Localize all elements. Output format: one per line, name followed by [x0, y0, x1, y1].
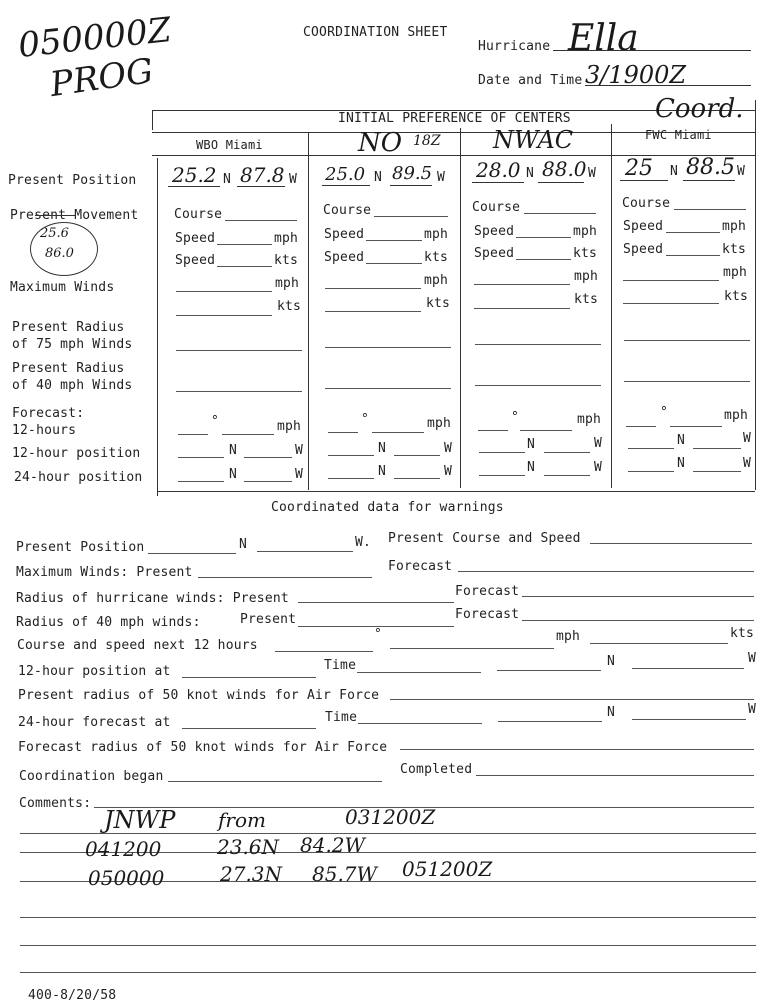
- wbo-maxwind-kts: kts: [277, 299, 302, 314]
- coord-pos12-w: W: [748, 651, 757, 666]
- no-fc-deg: °: [361, 412, 370, 427]
- col-divider-3: [611, 124, 612, 488]
- no-24-w-blank: [394, 478, 440, 479]
- no-lon: 89.5: [392, 163, 433, 184]
- coord-pp-n-blank: [148, 553, 236, 554]
- form-id: 400-8/20/58: [28, 988, 117, 1003]
- coord-radius50-present-blank: [390, 699, 754, 700]
- nwac-24-n: N: [527, 460, 536, 475]
- col-header-fwc: FWC Miami: [645, 128, 712, 142]
- fwc-course-blank: [674, 209, 746, 210]
- wbo-maxwind-kts-blank: [176, 315, 272, 316]
- coord-forecast24-time: Time: [325, 710, 358, 725]
- wbo-24-w: W: [295, 467, 304, 482]
- nwac-12-n: N: [527, 437, 536, 452]
- wbo-fc-deg: °: [211, 414, 220, 429]
- wbo-radius40-blank: [176, 391, 302, 392]
- coord-course-next-deg: °: [374, 627, 383, 642]
- hurricane-name: Ella: [568, 18, 639, 59]
- wbo-24-w-blank: [244, 481, 292, 482]
- no-lat: 25.0: [325, 164, 366, 185]
- nwac-radius75-blank: [475, 344, 601, 345]
- wbo-kts: kts: [274, 253, 299, 268]
- no-lat-line: [322, 185, 370, 186]
- col-header-no-time: 18Z: [413, 133, 441, 149]
- no-fc-deg-blank: [328, 432, 358, 433]
- comment-jnwp: JNWP: [104, 806, 176, 834]
- coord-course-next: Course and speed next 12 hours: [17, 638, 258, 653]
- no-radius75-blank: [325, 347, 451, 348]
- no-maxwind-mph: mph: [424, 273, 449, 288]
- no-12-n: N: [378, 441, 387, 456]
- nwac-mph: mph: [573, 224, 598, 239]
- fwc-n: N: [670, 164, 679, 179]
- nwac-fc-deg: °: [511, 410, 520, 425]
- wbo-lat-line: [168, 186, 220, 187]
- coord-pos12-n: N: [607, 654, 616, 669]
- coord-radius40-present: Present: [240, 612, 297, 627]
- no-speed-kts-blank: [366, 263, 422, 264]
- coord-radius-hurricane-blank: [298, 602, 454, 603]
- nwac-fc-deg-blank: [478, 430, 508, 431]
- fwc-24-n: N: [677, 456, 686, 471]
- wbo-speed-mph-label: Speed: [175, 231, 216, 246]
- hurricane-label: Hurricane: [478, 39, 551, 54]
- coord-completed: Completed: [400, 762, 473, 777]
- nwac-course-blank: [524, 213, 596, 214]
- coord-began: Coordination began: [19, 769, 164, 784]
- table-right-edge: [755, 100, 756, 490]
- comment-lat-2: 27.3N: [220, 862, 283, 886]
- fwc-course: Course: [622, 196, 671, 211]
- nwac-maxwind-kts: kts: [574, 292, 599, 307]
- coord-max-winds-blank: [198, 577, 372, 578]
- table-title: INITIAL PREFERENCE OF CENTERS: [338, 111, 571, 126]
- wbo-24-n-blank: [178, 481, 224, 482]
- fwc-lat-line: [620, 180, 668, 181]
- coord-forecast24-time-blank: [358, 723, 482, 724]
- comment-051200z: 051200Z: [402, 857, 493, 881]
- no-course: Course: [323, 203, 372, 218]
- wbo-n: N: [223, 172, 232, 187]
- movement-note-lat: 25.6: [40, 226, 69, 241]
- nwac-course: Course: [472, 200, 521, 215]
- coord-began-blank: [168, 781, 382, 782]
- no-n: N: [374, 170, 383, 185]
- nwac-radius40-blank: [475, 385, 601, 386]
- margin-note-time: 050000Z: [16, 10, 174, 66]
- coord-course-next-mph-blank: [390, 648, 554, 649]
- wbo-maxwind-mph: mph: [275, 276, 300, 291]
- row-12-hour-position: 12-hour position: [12, 446, 141, 461]
- coord-completed-blank: [476, 775, 754, 776]
- wbo-fc-mph-blank: [222, 434, 274, 435]
- fwc-speed-mph-label: Speed: [623, 219, 664, 234]
- row-24-hour-position: 24-hour position: [14, 470, 143, 485]
- nwac-lat: 28.0: [476, 158, 521, 182]
- fwc-fc-deg-blank: [626, 426, 656, 427]
- no-radius40-blank: [325, 388, 451, 389]
- coord-radius40-forecast: Forecast: [455, 607, 520, 622]
- fwc-fc-mph-blank: [670, 426, 722, 427]
- fwc-12-w: W: [743, 431, 752, 446]
- comments-label: Comments:: [19, 796, 92, 811]
- comment-line-5: [20, 945, 756, 946]
- no-fc-mph-blank: [372, 432, 424, 433]
- coord-pp-w-blank: [257, 551, 353, 552]
- coord-pos12-blank: [182, 677, 316, 678]
- row-radius75-line1: Present Radius: [12, 320, 125, 335]
- nwac-w: W: [588, 166, 597, 181]
- no-speed-mph-label: Speed: [324, 227, 365, 242]
- no-lon-line: [390, 185, 432, 186]
- fwc-speed-kts-label: Speed: [623, 242, 664, 257]
- fwc-lon-line: [683, 180, 735, 181]
- fwc-24-n-blank: [628, 471, 674, 472]
- coord-radius50-forecast: Forecast radius of 50 knot winds for Air Force: [18, 740, 388, 755]
- fwc-24-w-blank: [693, 471, 741, 472]
- coord-pos12-time-blank: [357, 672, 481, 673]
- coord-forecast24-n-blank: [498, 721, 602, 722]
- fwc-kts: kts: [722, 242, 747, 257]
- no-course-blank: [374, 216, 448, 217]
- margin-note-prog: PROG: [47, 50, 156, 106]
- coord-course-next-kts-blank: [590, 643, 728, 644]
- wbo-mph: mph: [274, 231, 299, 246]
- coord-radius-hurricane-forecast: Forecast: [455, 584, 520, 599]
- nwac-lat-line: [472, 182, 524, 183]
- coord-course-next-kts: kts: [730, 626, 755, 641]
- wbo-course: Course: [174, 207, 223, 222]
- coord-forecast24: 24-hour forecast at: [18, 715, 171, 730]
- coord-forecast24-w-blank: [632, 719, 746, 720]
- coord-course-speed: Present Course and Speed: [388, 531, 581, 546]
- fwc-12-w-blank: [693, 448, 741, 449]
- column-header-rule: [152, 155, 755, 156]
- coord-pp-w: W.: [355, 535, 372, 550]
- wbo-12-n-blank: [178, 457, 224, 458]
- fwc-speed-kts-blank: [666, 255, 720, 256]
- wbo-radius75-blank: [176, 350, 302, 351]
- fwc-radius40-blank: [624, 381, 750, 382]
- fwc-12-n: N: [677, 433, 686, 448]
- col-header-no: NO: [358, 128, 403, 158]
- no-fc-mph: mph: [427, 416, 452, 431]
- no-12-n-blank: [328, 455, 374, 456]
- no-12-w-blank: [394, 455, 440, 456]
- no-maxwind-mph-blank: [325, 288, 421, 289]
- nwac-lon-line: [538, 182, 584, 183]
- movement-note-lon: 86.0: [45, 246, 74, 261]
- nwac-speed-mph-label: Speed: [474, 224, 515, 239]
- comment-line-6: [20, 972, 756, 973]
- fwc-maxwind-mph: mph: [723, 265, 748, 280]
- no-mph: mph: [424, 227, 449, 242]
- nwac-24-n-blank: [479, 475, 525, 476]
- col-divider-1: [308, 132, 309, 490]
- comment-050000: 050000: [88, 866, 165, 890]
- col-header-nwac: NWAC: [493, 126, 574, 154]
- fwc-maxwind-mph-blank: [623, 280, 719, 281]
- wbo-fc-deg-blank: [178, 434, 208, 435]
- date-value: 3/1900Z: [585, 61, 687, 89]
- row-forecast: Forecast:: [12, 406, 85, 421]
- wbo-course-blank: [225, 220, 297, 221]
- coord-radius40-fc-blank: [522, 620, 754, 621]
- col-divider-2: [460, 128, 461, 488]
- coord-course-speed-blank: [590, 543, 752, 544]
- nwac-n: N: [526, 166, 535, 181]
- fwc-radius75-blank: [624, 340, 750, 341]
- no-speed-mph-blank: [366, 240, 422, 241]
- col-header-wbo: WBO Miami: [196, 138, 263, 152]
- table-bottom: [157, 491, 755, 492]
- row-radius75-line2: of 75 mph Winds: [12, 337, 133, 352]
- wbo-lon: 87.8: [240, 163, 285, 187]
- nwac-speed-mph-blank: [516, 237, 571, 238]
- wbo-w: W: [289, 172, 298, 187]
- fwc-maxwind-kts: kts: [724, 289, 749, 304]
- coord-pp-n: N: [239, 537, 248, 552]
- no-24-n: N: [378, 464, 387, 479]
- coord-max-winds-fc-blank: [458, 571, 754, 572]
- coord-forecast24-n: N: [607, 705, 616, 720]
- date-label: Date and Time: [478, 73, 583, 88]
- nwac-12-w-blank: [544, 452, 590, 453]
- nwac-maxwind-kts-blank: [474, 308, 570, 309]
- nwac-24-w: W: [594, 460, 603, 475]
- no-24-n-blank: [328, 478, 374, 479]
- wbo-lon-line: [237, 186, 285, 187]
- row-radius40-line2: of 40 mph Winds: [12, 378, 133, 393]
- coord-radius40: Radius of 40 mph winds:: [16, 615, 201, 630]
- row-radius40-line1: Present Radius: [12, 361, 125, 376]
- nwac-12-n-blank: [479, 452, 525, 453]
- coord-course-next-deg-blank: [275, 651, 373, 652]
- comment-lat-1: 23.6N: [217, 835, 280, 859]
- nwac-speed-kts-label: Speed: [474, 246, 515, 261]
- wbo-lat: 25.2: [172, 163, 217, 187]
- movement-note-circle: [30, 222, 98, 276]
- coord-forecast24-blank: [182, 728, 316, 729]
- col-left-edge: [157, 158, 158, 496]
- wbo-12-n: N: [229, 443, 238, 458]
- coordinated-title: Coordinated data for warnings: [271, 500, 504, 515]
- row-present-position: Present Position: [8, 173, 137, 188]
- no-w: W: [437, 170, 446, 185]
- no-speed-kts-label: Speed: [324, 250, 365, 265]
- fwc-mph: mph: [722, 219, 747, 234]
- coord-radius50-present: Present radius of 50 knot winds for Air Force: [18, 688, 380, 703]
- fwc-lat: 25: [625, 156, 653, 181]
- coord-radius-hurricane: Radius of hurricane winds: Present: [16, 591, 289, 606]
- wbo-speed-mph-blank: [217, 244, 272, 245]
- coord-max-winds-forecast: Forecast: [388, 559, 453, 574]
- fwc-lon: 88.5: [686, 155, 735, 180]
- comment-lon-2: 85.7W: [312, 862, 378, 886]
- coord-present-position: Present Position: [16, 540, 145, 555]
- hurricane-line: [553, 50, 751, 51]
- coord-forecast24-w: W: [748, 702, 757, 717]
- comment-041200: 041200: [85, 837, 162, 861]
- coord-pos12-w-blank: [632, 668, 744, 669]
- fwc-fc-mph: mph: [724, 408, 749, 423]
- nwac-maxwind-mph: mph: [574, 269, 599, 284]
- fwc-maxwind-kts-blank: [623, 303, 719, 304]
- wbo-12-w-blank: [244, 457, 292, 458]
- fwc-speed-mph-blank: [666, 232, 720, 233]
- coord-course-next-mph: mph: [556, 629, 581, 644]
- coord-radius50-forecast-blank: [400, 749, 754, 750]
- wbo-speed-kts-label: Speed: [175, 253, 216, 268]
- fwc-w: W: [737, 164, 746, 179]
- nwac-kts: kts: [573, 246, 598, 261]
- date-line: [585, 85, 751, 86]
- nwac-maxwind-mph-blank: [474, 284, 570, 285]
- fwc-fc-deg: °: [660, 405, 669, 420]
- coord-radius-hurricane-fc-blank: [522, 596, 754, 597]
- row-12-hours: 12-hours: [12, 423, 77, 438]
- no-12-w: W: [444, 441, 453, 456]
- nwac-12-w: W: [594, 436, 603, 451]
- row-present-movement: Present Movement: [10, 208, 139, 223]
- fwc-24-w: W: [743, 456, 752, 471]
- movement-strike: [35, 215, 75, 216]
- no-kts: kts: [424, 250, 449, 265]
- comment-from: from: [218, 808, 266, 832]
- coord-max-winds: Maximum Winds: Present: [16, 565, 193, 580]
- wbo-speed-kts-blank: [217, 266, 272, 267]
- nwac-lon: 88.0: [542, 157, 587, 181]
- comment-031200z: 031200Z: [345, 805, 436, 829]
- coord-note: Coord.: [655, 94, 744, 124]
- sheet-title: COORDINATION SHEET: [303, 25, 448, 40]
- comment-line-4: [20, 917, 756, 918]
- wbo-fc-mph: mph: [277, 419, 302, 434]
- fwc-12-n-blank: [628, 448, 674, 449]
- wbo-24-n: N: [229, 467, 238, 482]
- coord-pos12-time: Time: [324, 658, 357, 673]
- nwac-fc-mph: mph: [577, 412, 602, 427]
- nwac-24-w-blank: [544, 475, 590, 476]
- no-24-w: W: [444, 464, 453, 479]
- wbo-maxwind-mph-blank: [176, 291, 272, 292]
- nwac-speed-kts-blank: [516, 259, 571, 260]
- no-maxwind-kts-blank: [325, 311, 421, 312]
- nwac-fc-mph-blank: [520, 430, 572, 431]
- coord-pos12-n-blank: [497, 670, 601, 671]
- coord-pos12: 12-hour position at: [18, 664, 171, 679]
- no-maxwind-kts: kts: [426, 296, 451, 311]
- row-maximum-winds: Maximum Winds: [10, 280, 115, 295]
- table-left-edge: [152, 110, 153, 130]
- wbo-12-w: W: [295, 443, 304, 458]
- comment-lon-1: 84.2W: [300, 833, 366, 857]
